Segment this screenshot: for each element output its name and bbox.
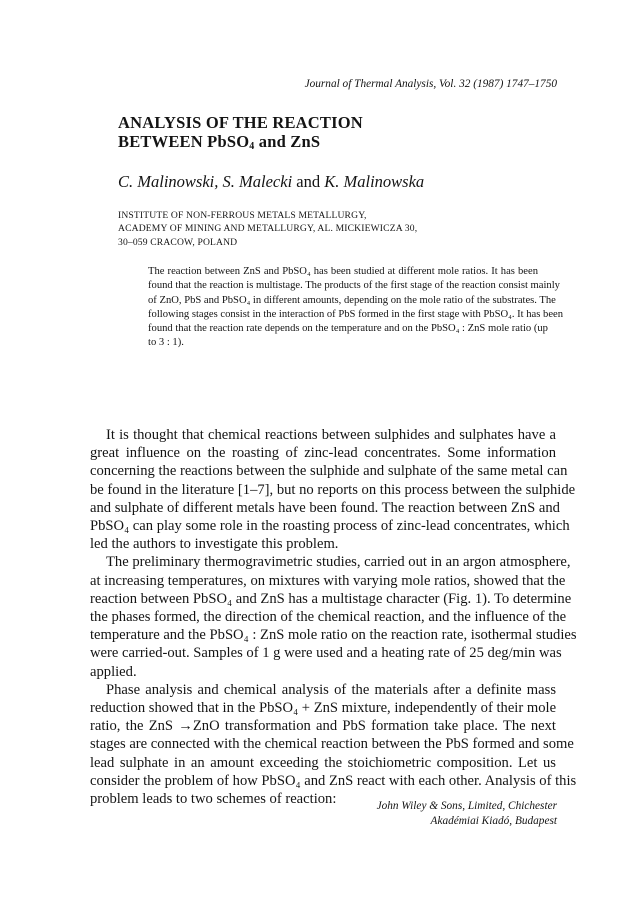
- body-line: It is thought that chemical reactions between sulphides and sulphates have a: [106, 427, 556, 443]
- body-line: stages are connected with the chemical reaction between the PbS formed and some: [90, 736, 574, 753]
- body-line: were carried-out. Samples of 1 g were used and a heating rate of 25 deg/min was: [90, 645, 562, 662]
- body-line: reduction showed that in the PbSO₄ + ZnS mixture, independently of their mole: [90, 700, 557, 717]
- publisher-line: John Wiley & Sons, Limited, Chichester: [376, 800, 557, 812]
- body-line: The preliminary thermogravimetric studies, carried out in an argon atmosphere,: [106, 554, 571, 571]
- abstract: [148, 265, 564, 351]
- body-line: reaction between PbSO₄ and ZnS has a multistage character (Fig. 1). To determine: [90, 590, 572, 607]
- body-line: and sulphate of different metals have been found. The reaction between ZnS and: [90, 499, 560, 516]
- affiliation: [118, 209, 417, 249]
- body-line: problem leads to two schemes of reaction:: [90, 791, 337, 808]
- author-2: S. Malecki: [222, 172, 293, 191]
- abstract-line: found that the reaction is multistage. The products of the first stage of the reaction consist mainly: [148, 280, 560, 292]
- journal-header: Journal of Thermal Analysis, Vol. 32 (1987) 1747–1750: [304, 78, 557, 90]
- abstract-line: to 3 : 1).: [148, 337, 184, 349]
- abstract-line: of ZnO, PbS and PbSO₄ in different amounts, depending on the mole ratio of the substrates. The: [148, 294, 556, 306]
- body-line: led the authors to investigate this problem.: [90, 536, 339, 553]
- body-text: [90, 426, 577, 808]
- body-line: applied.: [90, 663, 137, 680]
- body-line: ratio, the ZnS →ZnO transformation and PbS formation take place. The next: [90, 718, 556, 735]
- abstract-line: The reaction between ZnS and PbSO₄ has been studied at different mole ratios. It has been: [148, 266, 538, 277]
- body-line: Phase analysis and chemical analysis of the materials after a definite mass: [106, 681, 556, 698]
- publisher-line: Akadémiai Kiadó, Budapest: [430, 815, 557, 827]
- body-line: temperature and the PbSO₄ : ZnS mole ratio on the reaction rate, isothermal studies: [90, 627, 577, 644]
- abstract-line: following stages consist in the interaction of PbS formed in the first stage with PbSO₄. It has been: [148, 308, 564, 320]
- title-line-1: ANALYSIS OF THE REACTION: [118, 113, 363, 132]
- author-list: [118, 172, 424, 192]
- abstract-line: found that the reaction rate depends on the temperature and on the PbSO₄ : ZnS mole ratio (up: [148, 323, 548, 335]
- author-conjunction: and: [292, 172, 325, 191]
- body-line: concerning the reactions between the sulphide and sulphate of the same metal can: [90, 463, 568, 480]
- author-1: C. Malinowski,: [118, 172, 219, 191]
- title-line-2: BETWEEN PbSO$_4$ and ZnS: [118, 132, 321, 152]
- paper-title: [118, 113, 363, 151]
- body-line: lead sulphate in an amount exceeding the stoichiometric composition. Let us: [90, 754, 556, 771]
- author-3: K. Malinowska: [324, 172, 425, 191]
- body-line: consider the problem of how PbSO₄ and ZnS react with each other. Analysis of this: [90, 772, 577, 789]
- publisher-footer: [377, 799, 557, 829]
- affiliation-line: 30–059 CRACOW, POLAND: [118, 236, 238, 248]
- body-line: PbSO₄ can play some role in the roasting process of zinc-lead concentrates, which: [90, 518, 570, 535]
- affiliation-line: INSTITUTE OF NON-FERROUS METALS METALLURGY,: [118, 210, 367, 221]
- body-line: at increasing temperatures, on mixtures with varying mole ratios, showed that the: [90, 572, 566, 589]
- body-line: the phases formed, the direction of the chemical reaction, and the influence of the: [90, 609, 567, 626]
- body-line: be found in the literature [1–7], but no reports on this process between the sulphide: [90, 481, 576, 498]
- affiliation-line: ACADEMY OF MINING AND METALLURGY, AL. MICKIEWICZA 30,: [118, 223, 418, 235]
- body-line: great influence on the roasting of zinc-lead concentrates. Some information: [90, 445, 556, 462]
